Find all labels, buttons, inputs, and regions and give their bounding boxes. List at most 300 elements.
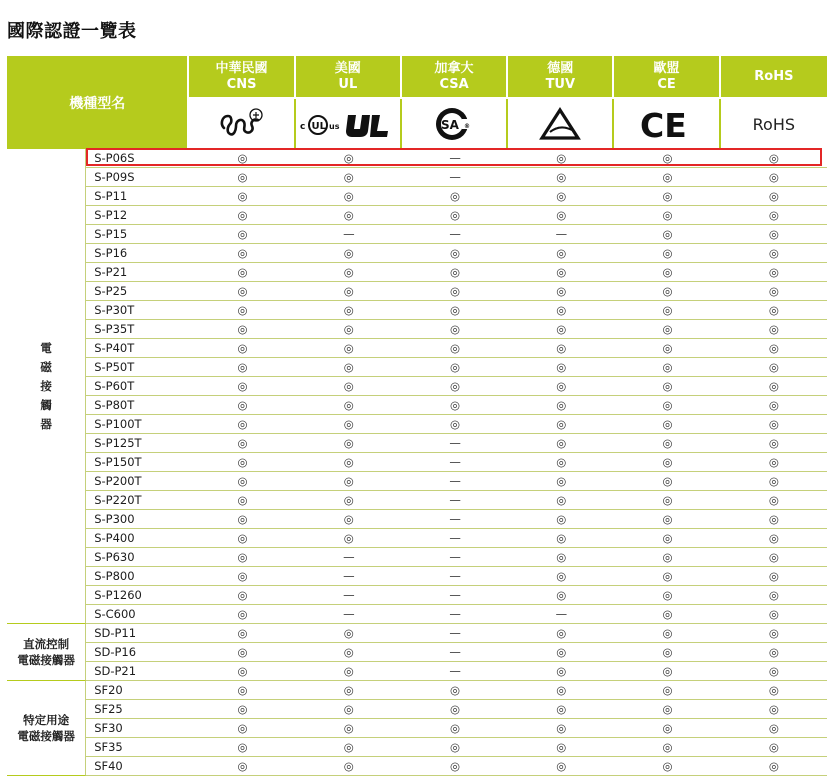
table-row	[7, 339, 827, 358]
page-title: 國際認證一覽表	[7, 21, 137, 42]
cert-mark-cell: ◎	[296, 491, 402, 510]
cert-mark-cell: —	[402, 529, 508, 548]
cert-mark-cell: ◎	[189, 586, 295, 605]
model-column-header: 機種型名	[7, 56, 189, 149]
table-row	[7, 415, 827, 434]
cert-mark-cell: —	[402, 510, 508, 529]
model-cell: S-P25	[86, 282, 189, 301]
cert-mark-cell: ◎	[508, 510, 614, 529]
ul-us-text: us	[328, 122, 340, 131]
cert-mark-cell: —	[402, 168, 508, 187]
cert-mark-cell: ◎	[508, 529, 614, 548]
cert-mark-cell: ◎	[721, 700, 827, 719]
model-cell: S-P40T	[86, 339, 189, 358]
cert-mark-cell: ◎	[296, 624, 402, 643]
csa-logo-icon	[402, 99, 508, 149]
tuv-logo-icon	[508, 99, 614, 149]
svg-text:®: ®	[464, 123, 471, 130]
cert-mark-cell: —	[402, 472, 508, 491]
cert-mark-cell: —	[296, 567, 402, 586]
cert-mark-cell: ◎	[508, 472, 614, 491]
cert-mark-cell: ◎	[614, 339, 720, 358]
model-cell: S-P09S	[86, 168, 189, 187]
cert-mark-cell: ◎	[296, 377, 402, 396]
cert-mark-cell: ◎	[508, 624, 614, 643]
cert-mark-cell: ◎	[614, 738, 720, 757]
table-row	[7, 757, 827, 776]
cert-mark-cell: ◎	[508, 586, 614, 605]
cert-header-ul	[296, 56, 402, 99]
cert-mark-cell: —	[508, 225, 614, 244]
model-cell: S-P150T	[86, 453, 189, 472]
cert-mark-cell: ◎	[721, 605, 827, 624]
cert-mark-cell: ◎	[614, 681, 720, 700]
cert-mark-cell: ◎	[189, 320, 295, 339]
ul-c-text: c	[299, 122, 306, 132]
cert-mark-cell: ◎	[296, 681, 402, 700]
model-cell: S-P06S	[86, 149, 189, 168]
cert-mark-cell: ◎	[614, 149, 720, 168]
cert-mark-cell: ◎	[614, 719, 720, 738]
cert-mark-cell: ◎	[189, 206, 295, 225]
cert-header-csa	[402, 56, 508, 99]
table-row	[7, 681, 827, 700]
cert-mark-cell: ◎	[508, 149, 614, 168]
model-cell: S-P100T	[86, 415, 189, 434]
cert-mark-cell: ◎	[614, 472, 720, 491]
model-cell: S-P11	[86, 187, 189, 206]
cert-mark-cell: ◎	[296, 662, 402, 681]
cert-mark-cell: ◎	[614, 643, 720, 662]
cert-mark-cell: ◎	[402, 681, 508, 700]
cert-mark-cell: ◎	[508, 738, 614, 757]
model-cell: SF35	[86, 738, 189, 757]
cert-mark-cell: ◎	[614, 548, 720, 567]
rohs-logo-text	[721, 99, 827, 149]
cert-mark-cell: ◎	[614, 434, 720, 453]
cert-mark-cell: ◎	[614, 301, 720, 320]
cert-mark-cell: ◎	[189, 187, 295, 206]
cert-mark-cell: ◎	[508, 415, 614, 434]
cert-mark-cell: ◎	[721, 244, 827, 263]
table-row	[7, 187, 827, 206]
table-row	[7, 586, 827, 605]
model-cell: S-P50T	[86, 358, 189, 377]
cert-mark-cell: ◎	[189, 738, 295, 757]
cert-mark-cell: ◎	[721, 472, 827, 491]
cert-mark-cell: ◎	[296, 358, 402, 377]
cert-mark-cell: ◎	[296, 168, 402, 187]
table-row	[7, 301, 827, 320]
model-cell: S-P35T	[86, 320, 189, 339]
cert-mark-cell: ◎	[189, 510, 295, 529]
table-body	[7, 149, 827, 776]
ce-mark-text: CE	[639, 106, 687, 142]
table-row	[7, 377, 827, 396]
cert-mark-cell: ◎	[189, 263, 295, 282]
cert-mark-cell: ◎	[296, 415, 402, 434]
cert-mark-cell: ◎	[189, 396, 295, 415]
cert-mark-cell: ◎	[402, 757, 508, 776]
cert-mark-cell: —	[402, 225, 508, 244]
cert-mark-cell: ◎	[508, 320, 614, 339]
cert-mark-cell: —	[402, 434, 508, 453]
cert-mark-cell: ◎	[614, 567, 720, 586]
cert-mark-cell: ◎	[402, 377, 508, 396]
cert-mark-cell: ◎	[614, 168, 720, 187]
model-cell: S-C600	[86, 605, 189, 624]
cert-mark-cell: ◎	[402, 339, 508, 358]
cert-mark-cell: ◎	[721, 738, 827, 757]
cert-mark-cell: ◎	[614, 453, 720, 472]
cert-mark-cell: ◎	[508, 168, 614, 187]
table-row	[7, 396, 827, 415]
cert-mark-cell: ◎	[296, 719, 402, 738]
cert-mark-cell: ◎	[189, 529, 295, 548]
cert-mark-cell: ◎	[296, 453, 402, 472]
cert-mark-cell: ◎	[721, 377, 827, 396]
cert-mark-cell: ◎	[508, 434, 614, 453]
cert-header-cns	[189, 56, 295, 99]
cert-mark-cell: ◎	[721, 415, 827, 434]
cert-mark-cell: ◎	[508, 396, 614, 415]
cert-mark-cell: ◎	[189, 624, 295, 643]
cert-mark-cell: ◎	[189, 358, 295, 377]
model-cell: SD-P16	[86, 643, 189, 662]
cert-mark-cell: ◎	[296, 320, 402, 339]
cert-mark-cell: ◎	[614, 396, 720, 415]
cert-mark-cell: ◎	[721, 567, 827, 586]
table-row	[7, 149, 827, 168]
cert-mark-cell: ◎	[508, 567, 614, 586]
cert-mark-cell: ◎	[402, 301, 508, 320]
table-row	[7, 472, 827, 491]
cert-mark-cell: ◎	[402, 396, 508, 415]
cert-mark-cell: ◎	[614, 586, 720, 605]
table-row	[7, 491, 827, 510]
cert-mark-cell: ◎	[614, 757, 720, 776]
cert-mark-cell: ◎	[402, 738, 508, 757]
cert-mark-cell: —	[402, 567, 508, 586]
cert-mark-cell: ◎	[721, 320, 827, 339]
cert-code: CE	[657, 76, 676, 92]
cert-mark-cell: —	[296, 605, 402, 624]
table-row	[7, 320, 827, 339]
cert-mark-cell: ◎	[189, 301, 295, 320]
cert-mark-cell: ◎	[402, 719, 508, 738]
cert-mark-cell: ◎	[189, 662, 295, 681]
cert-mark-cell: ◎	[296, 282, 402, 301]
cert-mark-cell: ◎	[508, 662, 614, 681]
cert-mark-cell: ◎	[721, 225, 827, 244]
table-row	[7, 206, 827, 225]
model-cell: S-P200T	[86, 472, 189, 491]
cert-mark-cell: ◎	[508, 206, 614, 225]
table-row	[7, 624, 827, 643]
cert-mark-cell: ◎	[296, 339, 402, 358]
table-row	[7, 244, 827, 263]
cert-mark-cell: ◎	[189, 491, 295, 510]
cert-mark-cell: ◎	[721, 491, 827, 510]
cert-mark-cell: ◎	[189, 605, 295, 624]
cert-mark-cell: ◎	[508, 244, 614, 263]
table-row	[7, 605, 827, 624]
svg-text:SA: SA	[441, 118, 459, 132]
cert-mark-cell: ◎	[721, 149, 827, 168]
cert-mark-cell: ◎	[721, 643, 827, 662]
cert-country: 美國	[334, 60, 361, 76]
table-row	[7, 510, 827, 529]
cert-mark-cell: ◎	[296, 700, 402, 719]
cert-mark-cell: ◎	[614, 662, 720, 681]
cert-mark-cell: —	[402, 586, 508, 605]
cert-mark-cell: —	[296, 225, 402, 244]
cert-mark-cell: ◎	[614, 358, 720, 377]
cert-mark-cell: ◎	[402, 263, 508, 282]
model-cell: S-P80T	[86, 396, 189, 415]
cert-mark-cell: ◎	[189, 757, 295, 776]
cert-mark-cell: ◎	[614, 529, 720, 548]
cert-mark-cell: ◎	[296, 510, 402, 529]
cert-code: CSA	[439, 76, 469, 92]
cert-mark-cell: ◎	[296, 149, 402, 168]
model-cell: SF20	[86, 681, 189, 700]
ul-logo-icon	[296, 99, 402, 149]
cert-mark-cell: ◎	[508, 339, 614, 358]
certification-table	[7, 56, 827, 776]
cert-mark-cell: —	[402, 624, 508, 643]
table-row	[7, 168, 827, 187]
cert-mark-cell: ◎	[721, 396, 827, 415]
cert-mark-cell: ◎	[721, 434, 827, 453]
cert-header-ce	[614, 56, 720, 99]
cert-mark-cell: —	[402, 491, 508, 510]
cert-mark-cell: ◎	[721, 168, 827, 187]
cert-country: RoHS	[754, 68, 794, 84]
cert-mark-cell: ◎	[721, 282, 827, 301]
cert-mark-cell: ◎	[614, 510, 720, 529]
cert-mark-cell: ◎	[614, 225, 720, 244]
model-cell: S-P630	[86, 548, 189, 567]
cert-mark-cell: ◎	[189, 434, 295, 453]
cert-mark-cell: ◎	[189, 149, 295, 168]
cert-mark-cell: ◎	[189, 282, 295, 301]
cert-mark-cell: ◎	[508, 187, 614, 206]
cert-country: 歐盟	[653, 60, 680, 76]
cert-mark-cell: ◎	[614, 244, 720, 263]
cert-mark-cell: ◎	[721, 681, 827, 700]
cert-mark-cell: ◎	[402, 206, 508, 225]
cert-mark-cell: ◎	[721, 586, 827, 605]
cert-mark-cell: ◎	[614, 624, 720, 643]
cert-mark-cell: ◎	[508, 453, 614, 472]
cert-mark-cell: ◎	[721, 624, 827, 643]
cert-mark-cell: ◎	[189, 225, 295, 244]
cert-mark-cell: ◎	[402, 187, 508, 206]
cert-mark-cell: ◎	[189, 643, 295, 662]
cert-mark-cell: ◎	[614, 263, 720, 282]
model-cell: S-P125T	[86, 434, 189, 453]
table-row	[7, 282, 827, 301]
cert-mark-cell: ◎	[721, 453, 827, 472]
rohs-text: RoHS	[752, 114, 796, 134]
cert-mark-cell: ◎	[402, 244, 508, 263]
cert-mark-cell: ◎	[614, 206, 720, 225]
model-cell: S-P21	[86, 263, 189, 282]
model-cell: SD-P21	[86, 662, 189, 681]
cert-mark-cell: ◎	[614, 415, 720, 434]
model-cell: SD-P11	[86, 624, 189, 643]
model-cell: SF30	[86, 719, 189, 738]
table-row	[7, 358, 827, 377]
cert-mark-cell: ◎	[402, 415, 508, 434]
cert-mark-cell: ◎	[721, 662, 827, 681]
cert-mark-cell: ◎	[508, 548, 614, 567]
cert-mark-cell: —	[402, 453, 508, 472]
cert-mark-cell: ◎	[296, 472, 402, 491]
cert-mark-cell: ◎	[614, 282, 720, 301]
cert-mark-cell: ◎	[508, 377, 614, 396]
cert-mark-cell: ◎	[721, 263, 827, 282]
cert-mark-cell: ◎	[402, 320, 508, 339]
cert-mark-cell: —	[402, 548, 508, 567]
cert-mark-cell: ◎	[721, 301, 827, 320]
cert-mark-cell: ◎	[189, 377, 295, 396]
svg-text:UL: UL	[311, 121, 326, 132]
cert-mark-cell: ◎	[402, 282, 508, 301]
cert-mark-cell: ◎	[189, 472, 295, 491]
cert-code: UL	[338, 76, 358, 92]
category-cell: 電 磁 接 觸 器	[7, 149, 86, 624]
cert-header-rohs	[721, 56, 827, 99]
model-cell: S-P60T	[86, 377, 189, 396]
cert-mark-cell: ◎	[189, 415, 295, 434]
model-cell: S-P220T	[86, 491, 189, 510]
model-cell: S-P300	[86, 510, 189, 529]
cert-mark-cell: ◎	[508, 263, 614, 282]
model-cell: S-P12	[86, 206, 189, 225]
cert-mark-cell: —	[508, 605, 614, 624]
category-cell: 直流控制 電磁接觸器	[7, 624, 86, 681]
cert-country: 中華民國	[215, 60, 268, 76]
cert-mark-cell: ◎	[296, 738, 402, 757]
cert-mark-cell: ◎	[189, 700, 295, 719]
cert-mark-cell: ◎	[296, 643, 402, 662]
cert-mark-cell: —	[296, 548, 402, 567]
cert-mark-cell: ◎	[296, 206, 402, 225]
cert-country: 加拿大	[434, 60, 474, 76]
cert-mark-cell: ◎	[296, 396, 402, 415]
cert-mark-cell: ◎	[614, 700, 720, 719]
table-row	[7, 738, 827, 757]
table-row	[7, 662, 827, 681]
cert-mark-cell: ◎	[508, 719, 614, 738]
cert-mark-cell: ◎	[402, 700, 508, 719]
cert-mark-cell: ◎	[721, 510, 827, 529]
cert-mark-cell: —	[402, 149, 508, 168]
cert-mark-cell: ◎	[508, 700, 614, 719]
cert-mark-cell: ◎	[189, 567, 295, 586]
model-cell: S-P16	[86, 244, 189, 263]
category-cell: 特定用途 電磁接觸器	[7, 681, 86, 776]
cert-country: 德國	[547, 60, 574, 76]
cert-mark-cell: ◎	[508, 643, 614, 662]
cert-mark-cell: ◎	[721, 339, 827, 358]
cert-mark-cell: ◎	[721, 529, 827, 548]
cert-mark-cell: —	[296, 586, 402, 605]
model-cell: SF40	[86, 757, 189, 776]
model-cell: S-P400	[86, 529, 189, 548]
cert-mark-cell: ◎	[508, 681, 614, 700]
table-row	[7, 529, 827, 548]
cert-mark-cell: ◎	[614, 320, 720, 339]
table-row	[7, 263, 827, 282]
model-cell: S-P30T	[86, 301, 189, 320]
cert-mark-cell: ◎	[189, 719, 295, 738]
cert-mark-cell: ◎	[614, 491, 720, 510]
cert-mark-cell: ◎	[296, 529, 402, 548]
cert-mark-cell: ◎	[614, 377, 720, 396]
cert-mark-cell: ◎	[296, 187, 402, 206]
cert-mark-cell: ◎	[508, 282, 614, 301]
cert-mark-cell: ◎	[296, 757, 402, 776]
cert-code: CNS	[226, 76, 257, 92]
cert-mark-cell: ◎	[721, 187, 827, 206]
table-row	[7, 225, 827, 244]
model-cell: S-P800	[86, 567, 189, 586]
cert-mark-cell: ◎	[189, 453, 295, 472]
cert-mark-cell: ◎	[721, 358, 827, 377]
table-row	[7, 567, 827, 586]
cert-mark-cell: —	[402, 643, 508, 662]
cert-mark-cell: ◎	[721, 206, 827, 225]
model-cell: S-P1260	[86, 586, 189, 605]
cert-mark-cell: ◎	[508, 301, 614, 320]
cert-mark-cell: ◎	[508, 757, 614, 776]
table-row	[7, 548, 827, 567]
cert-mark-cell: ◎	[508, 491, 614, 510]
table-row	[7, 719, 827, 738]
cert-mark-cell: ◎	[614, 605, 720, 624]
cert-mark-cell: ◎	[614, 187, 720, 206]
cert-mark-cell: ◎	[296, 244, 402, 263]
cert-mark-cell: ◎	[721, 719, 827, 738]
cert-mark-cell: —	[402, 662, 508, 681]
table-row	[7, 643, 827, 662]
cert-mark-cell: ◎	[508, 358, 614, 377]
cert-code: TUV	[545, 76, 576, 92]
table-row	[7, 434, 827, 453]
cert-mark-cell: ◎	[296, 263, 402, 282]
cert-mark-cell: ◎	[721, 548, 827, 567]
table-row	[7, 700, 827, 719]
cert-mark-cell: ◎	[189, 244, 295, 263]
ce-logo-icon	[614, 99, 720, 149]
cert-mark-cell: ◎	[189, 681, 295, 700]
cert-mark-cell: ◎	[189, 168, 295, 187]
model-cell: S-P15	[86, 225, 189, 244]
table-row	[7, 453, 827, 472]
cert-mark-cell: ◎	[402, 358, 508, 377]
cert-mark-cell: —	[402, 605, 508, 624]
cert-mark-cell: ◎	[296, 301, 402, 320]
cns-logo-icon	[189, 99, 295, 149]
model-cell: SF25	[86, 700, 189, 719]
cert-mark-cell: ◎	[296, 434, 402, 453]
cert-mark-cell: ◎	[189, 339, 295, 358]
header-name-row	[7, 56, 827, 99]
cert-header-tuv	[508, 56, 614, 99]
